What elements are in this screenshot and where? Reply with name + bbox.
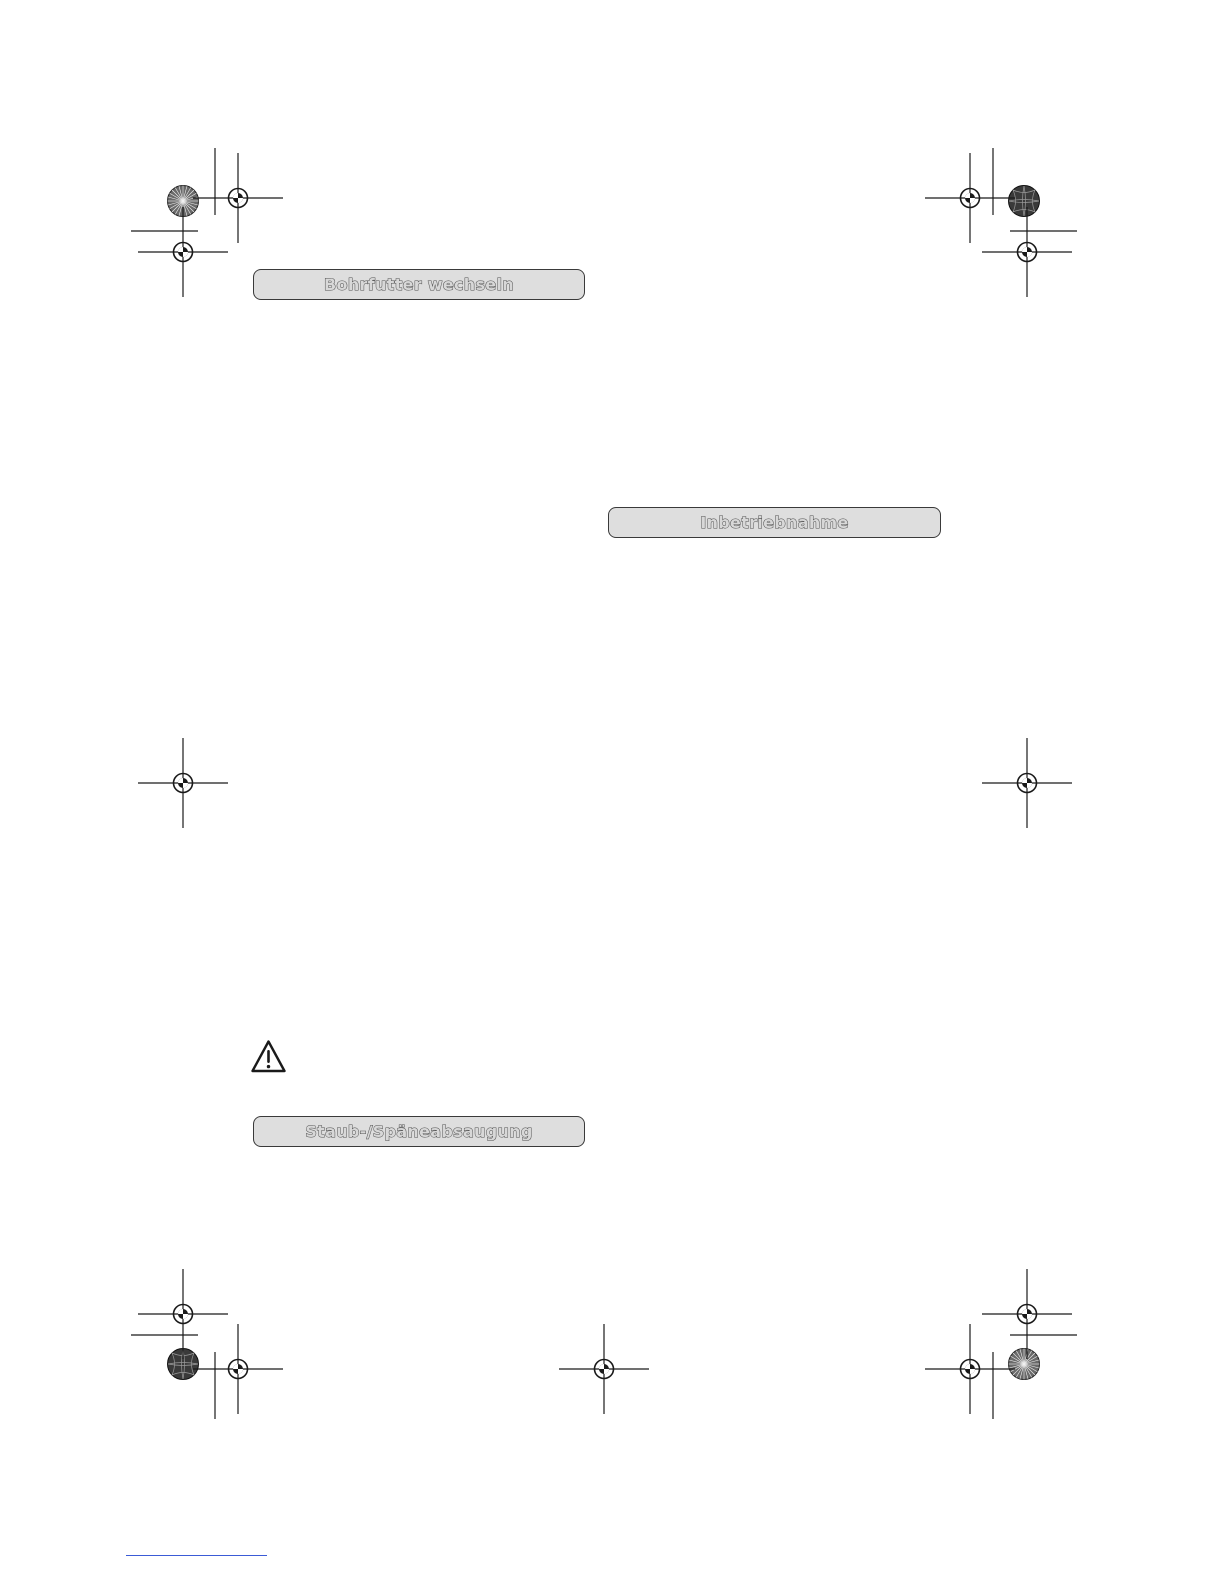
starburst-target-icon (1009, 1349, 1040, 1380)
registration-mark (925, 153, 1015, 243)
registration-mark (138, 207, 228, 297)
registration-mark (925, 1324, 1015, 1414)
registration-mark (193, 153, 283, 243)
registration-mark (982, 738, 1072, 828)
registration-mark (559, 1324, 649, 1414)
section-title: Bohrfutter wechseln (324, 275, 514, 294)
section-header-inbetriebnahme (608, 507, 941, 538)
section-title: Staub-/Späneabsaugung (305, 1122, 533, 1141)
registration-mark (193, 1324, 283, 1414)
starburst-target-icon (1009, 186, 1040, 217)
registration-mark (138, 1269, 228, 1359)
registration-mark (982, 207, 1072, 297)
section-header-bohrfutter (253, 269, 585, 300)
warning-triangle-icon (250, 1039, 287, 1074)
registration-mark (138, 738, 228, 828)
section-title: Inbetriebnahme (700, 513, 849, 532)
footer-rule (126, 1555, 267, 1556)
registration-mark (982, 1269, 1072, 1359)
section-header-staubabsaugung (253, 1116, 585, 1147)
